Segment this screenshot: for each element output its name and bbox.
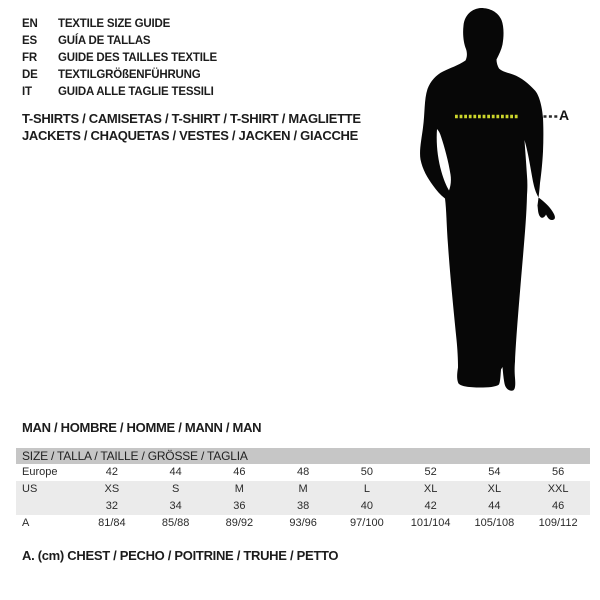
size-cell: 105/108 (474, 517, 515, 529)
size-cell: 48 (297, 466, 310, 478)
language-row-it (22, 84, 217, 101)
size-cell: XL (487, 483, 502, 495)
language-code: DE (22, 69, 38, 81)
size-cell: 42 (424, 500, 437, 512)
size-cell: 52 (424, 466, 437, 478)
row-label: A (22, 517, 30, 529)
row-label (16, 498, 80, 515)
size-cell: 36 (233, 500, 246, 512)
size-cell: 46 (552, 500, 565, 512)
language-title: GUIDE DES TAILLES TEXTILE (58, 52, 217, 64)
language-row-en (22, 16, 217, 33)
size-cell: 54 (488, 466, 501, 478)
measure-label-a: A (559, 107, 570, 123)
size-cell: 81/84 (98, 517, 126, 529)
language-code: ES (22, 35, 37, 47)
language-list (22, 16, 217, 101)
size-cell: L (363, 483, 370, 495)
size-cell: 46 (233, 466, 246, 478)
language-title: TEXTILE SIZE GUIDE (58, 18, 171, 30)
language-title: TEXTILGRÖßENFÜHRUNG (58, 69, 201, 81)
table-row-chest-cm (16, 515, 590, 532)
size-cell: XS (104, 483, 120, 495)
size-cell: XL (423, 483, 438, 495)
size-cell: M (298, 483, 308, 495)
size-cell: 97/100 (350, 517, 384, 529)
size-cell: 38 (297, 500, 310, 512)
language-row-fr (22, 50, 217, 67)
language-row-es (22, 33, 217, 50)
size-cell: 40 (360, 500, 373, 512)
man-silhouette-shape (420, 8, 555, 391)
man-silhouette-figure (400, 0, 600, 400)
size-cell: 93/96 (289, 517, 317, 529)
language-title: GUÍA DE TALLAS (58, 35, 151, 47)
language-title: GUIDA ALLE TAGLIE TESSILI (58, 86, 214, 98)
size-cell: M (234, 483, 244, 495)
size-cell: 89/92 (225, 517, 254, 529)
size-cell: 109/112 (538, 517, 578, 529)
row-label: US (22, 483, 38, 495)
size-cell: XXL (547, 483, 569, 495)
category-jackets: JACKETS / CHAQUETAS / VESTES / JACKEN / GIACCHE (22, 127, 358, 143)
size-table-header: SIZE / TALLA / TAILLE / GRÖSSE / TAGLIA (16, 448, 590, 464)
size-table (16, 448, 590, 532)
size-cell: 34 (169, 500, 182, 512)
size-cell: 85/88 (161, 517, 190, 529)
size-cell: 44 (169, 466, 182, 478)
size-cell: 101/104 (410, 517, 451, 529)
language-code: FR (22, 52, 37, 64)
footnote-chest-measure: A. (cm) CHEST / PECHO / POITRINE / TRUHE / PETTO (22, 548, 339, 563)
size-cell: 42 (105, 466, 118, 478)
size-cell: 50 (360, 466, 373, 478)
size-cell: 56 (552, 466, 565, 478)
table-row-us-letters (16, 481, 590, 498)
size-cell: 44 (488, 500, 501, 512)
language-code: EN (22, 18, 38, 30)
category-tshirts: T-SHIRTS / CAMISETAS / T-SHIRT / T-SHIRT / MAGLIETTE (22, 111, 361, 126)
language-row-de (22, 67, 217, 84)
category-list (22, 111, 361, 144)
size-cell: 32 (105, 500, 118, 512)
row-label: Europe (22, 466, 58, 478)
size-cell: S (171, 483, 180, 495)
language-code: IT (22, 86, 32, 98)
table-row-europe (16, 464, 590, 481)
table-row-us-numbers (16, 498, 590, 515)
section-title-man: MAN / HOMBRE / HOMME / MANN / MAN (22, 420, 262, 435)
